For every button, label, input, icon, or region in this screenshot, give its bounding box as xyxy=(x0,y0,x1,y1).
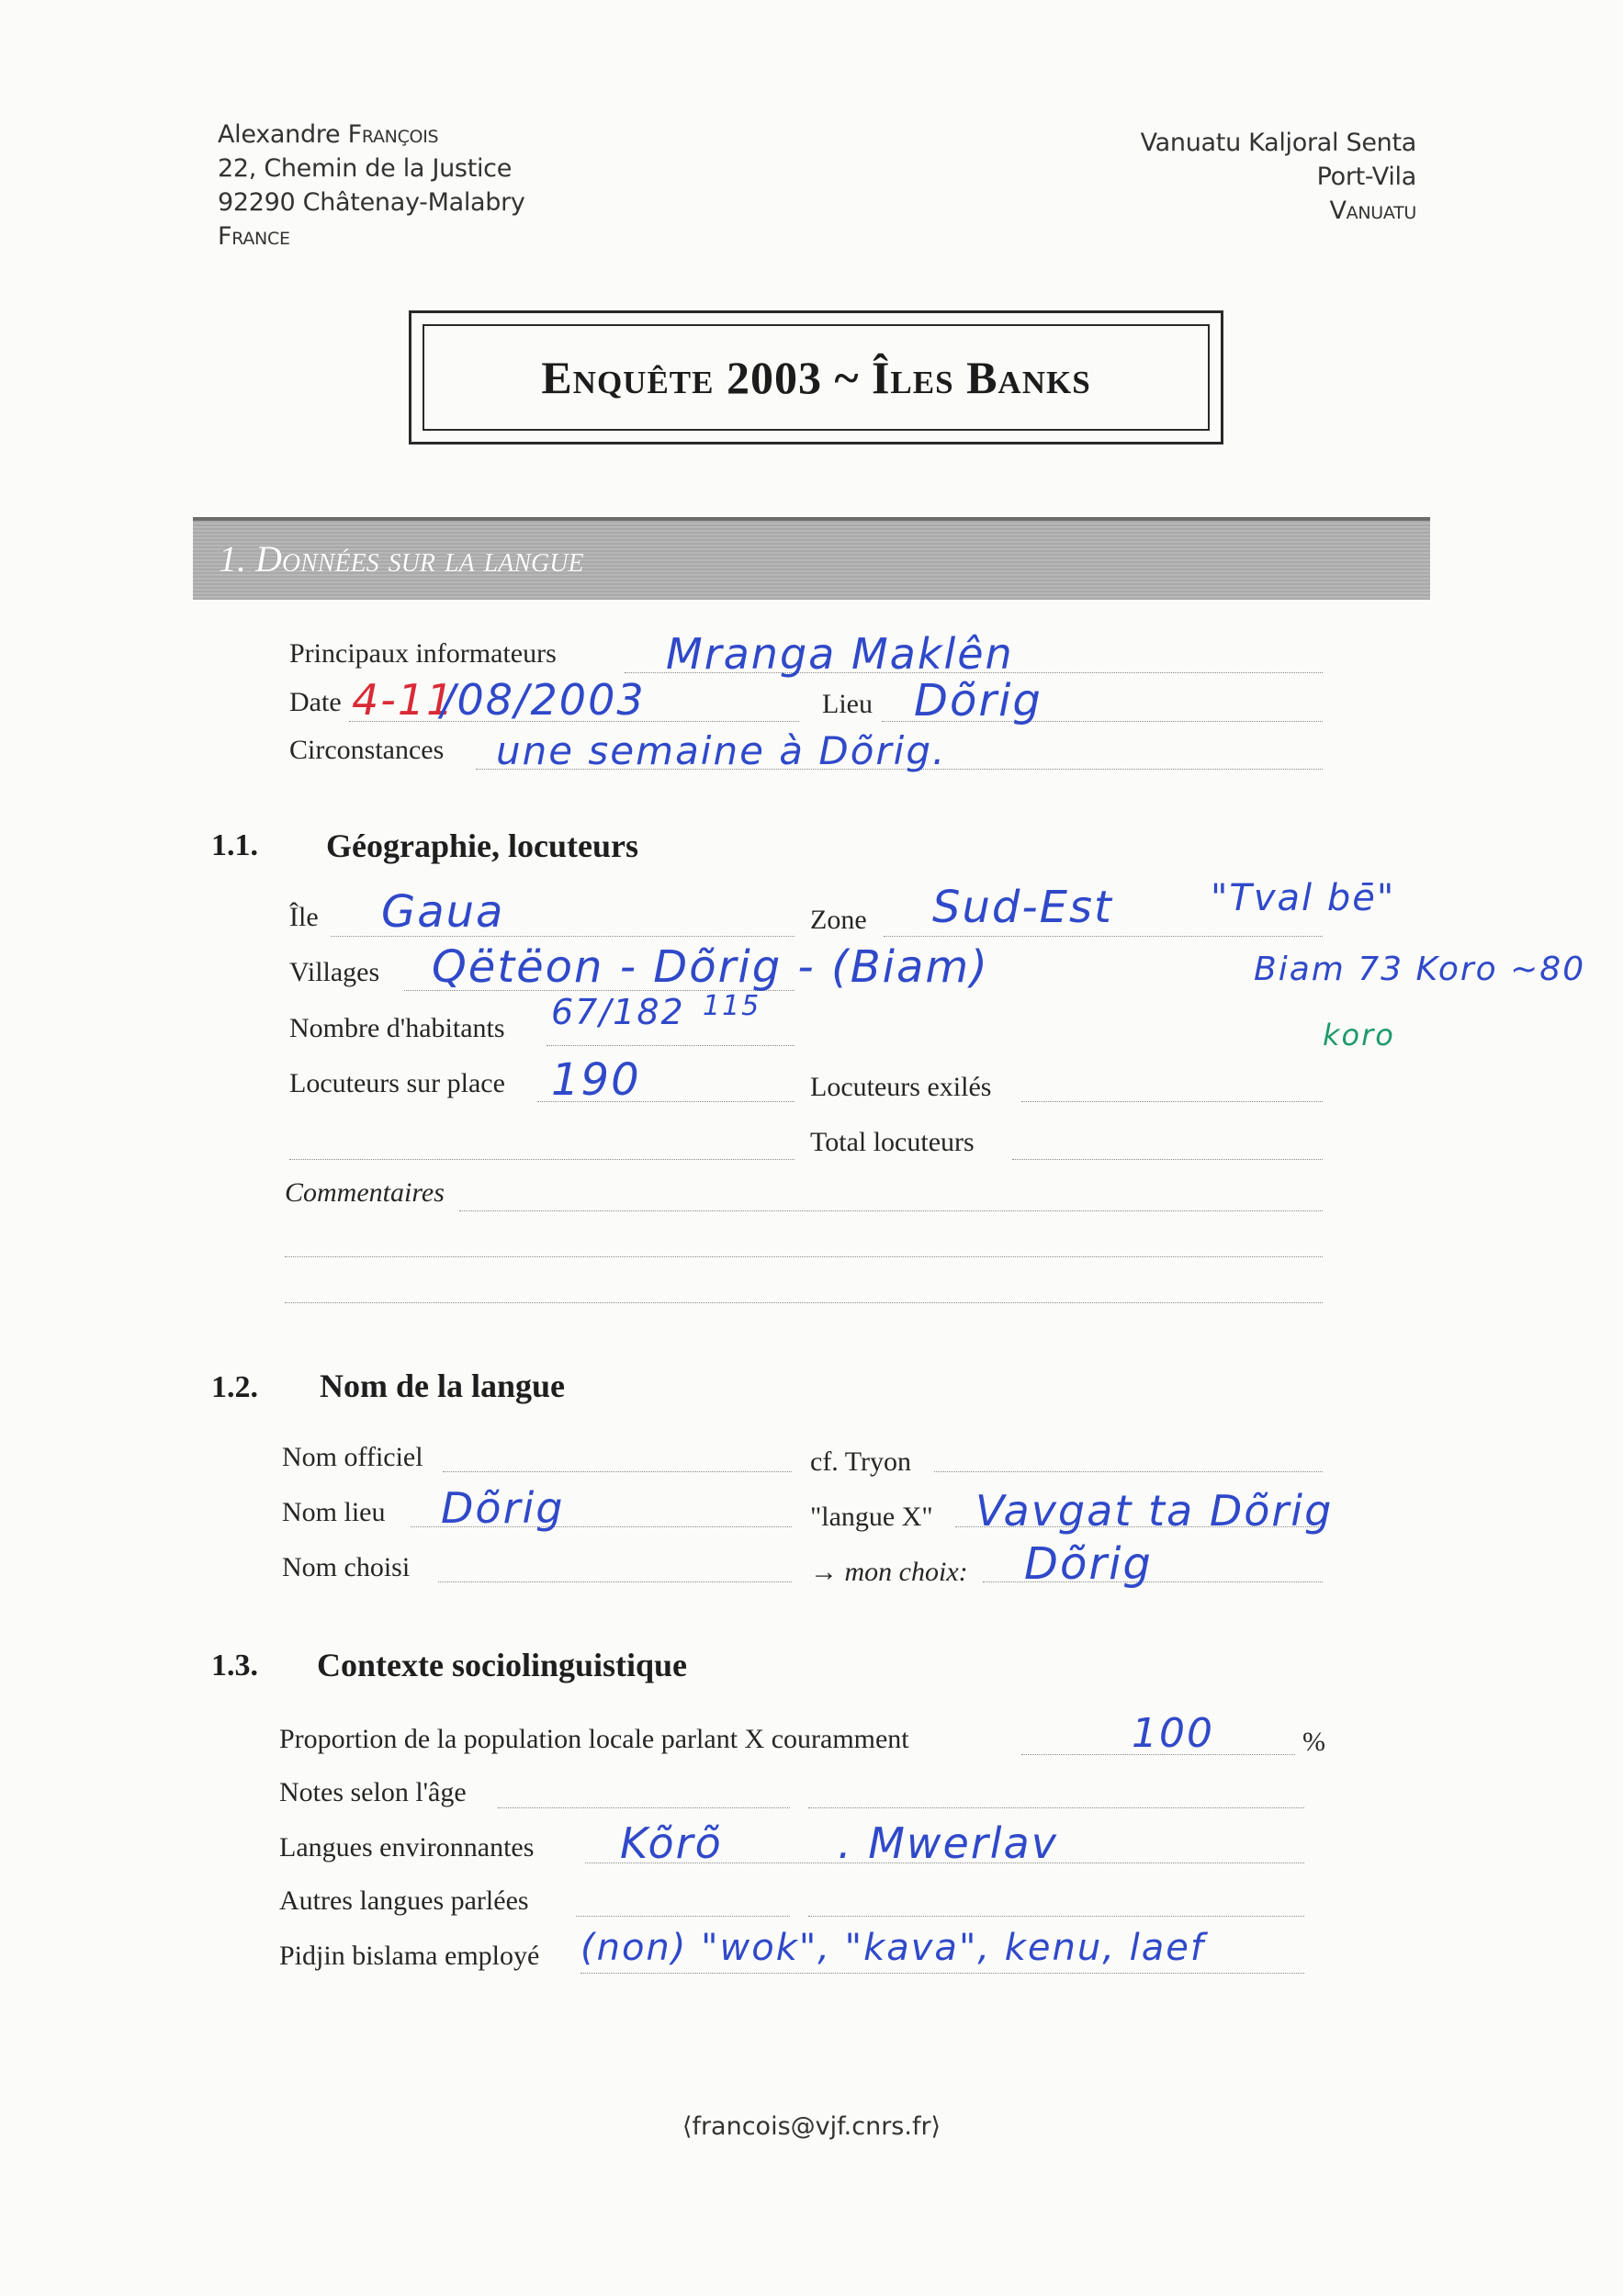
inhabitants-label: Nombre d'habitants xyxy=(289,1013,505,1043)
language-x-handwritten: Vavgat ta Dõrig xyxy=(975,1486,1334,1536)
comments-line-3 xyxy=(285,1302,1323,1303)
recipient-name: Vanuatu Kaljoral Senta xyxy=(1140,129,1416,157)
speakers-here-handwritten: 190 xyxy=(551,1054,641,1106)
env-language-2-handwritten: . Mwerlav xyxy=(838,1818,1058,1868)
blank-line-1 xyxy=(289,1159,795,1160)
official-name-line xyxy=(443,1471,792,1472)
date-handwritten-month-year: /08/2003 xyxy=(441,675,646,725)
inhabitants-handwritten-2: 115 xyxy=(703,990,761,1022)
env-language-1-handwritten: Kõrõ xyxy=(620,1818,723,1868)
language-x-label: "langue X" xyxy=(810,1502,933,1532)
zone-label: Zone xyxy=(810,905,867,935)
sender-name-line: Alexandre François xyxy=(218,120,439,149)
zone-handwritten: Sud-Est xyxy=(932,882,1113,933)
total-speakers-label: Total locuteurs xyxy=(810,1127,975,1157)
inhabitants-line xyxy=(547,1045,795,1046)
bislama-label: Pidjin bislama employé xyxy=(279,1941,540,1971)
local-name-handwritten: Dõrig xyxy=(441,1483,565,1533)
section-1-bar xyxy=(193,517,1430,600)
place-handwritten: Dõrig xyxy=(914,675,1043,726)
date-label: Date xyxy=(289,687,342,717)
villages-handwritten: Qëtëon - Dõrig - (Biam) xyxy=(432,941,989,993)
chosen-name-label: Nom choisi xyxy=(282,1552,411,1582)
tryon-label: cf. Tryon xyxy=(810,1446,912,1477)
recipient-city: Port-Vila xyxy=(1316,163,1416,191)
sender-street: 22, Chemin de la Justice xyxy=(218,154,513,183)
my-choice-label: → mon choix: xyxy=(810,1557,968,1587)
bislama-handwritten: (non) "wok", "kava", kenu, laef xyxy=(580,1927,1205,1969)
villages-note-green: koro xyxy=(1323,1018,1395,1052)
speakers-exiled-line xyxy=(1021,1101,1323,1102)
percent-sign: % xyxy=(1302,1727,1325,1757)
age-notes-line-2 xyxy=(808,1807,1304,1808)
speakers-exiled-label: Locuteurs exilés xyxy=(810,1072,992,1102)
sender-city: 92290 Châtenay-Malabry xyxy=(218,188,525,217)
survey-title-box xyxy=(409,310,1223,445)
section-1-title: 1. Données sur la langue xyxy=(219,538,584,580)
villages-label: Villages xyxy=(289,957,380,987)
place-label: Lieu xyxy=(822,689,873,719)
bislama-line xyxy=(580,1973,1304,1974)
section-1-1-number: 1.1. xyxy=(211,828,258,862)
local-name-label: Nom lieu xyxy=(282,1497,386,1527)
recipient-address xyxy=(1141,126,1416,228)
informants-label: Principaux informateurs xyxy=(289,638,557,669)
survey-title: Enquête 2003 ~ Îles Banks xyxy=(423,324,1210,431)
recipient-country: Vanuatu xyxy=(1329,197,1416,225)
official-name-label: Nom officiel xyxy=(282,1442,423,1472)
footer-email: ⟨francois@vjf.cnrs.fr⟩ xyxy=(682,2112,941,2141)
circumstances-handwritten: une semaine à Dõrig. xyxy=(496,728,947,773)
age-notes-line xyxy=(498,1807,790,1808)
section-1-1-title: Géographie, locuteurs xyxy=(326,827,638,864)
island-handwritten: Gaua xyxy=(381,886,505,938)
island-label: Île xyxy=(289,902,319,932)
age-notes-label: Notes selon l'âge xyxy=(279,1777,467,1807)
sender-country: France xyxy=(218,222,290,251)
villages-note-handwritten: Biam 73 Koro ~80 xyxy=(1254,951,1586,988)
proportion-label: Proportion de la population locale parlant X couramment xyxy=(279,1724,909,1754)
section-1-3-number: 1.3. xyxy=(211,1649,258,1683)
section-1-3-title: Contexte sociolinguistique xyxy=(317,1647,688,1683)
other-languages-line-2 xyxy=(808,1916,1304,1917)
circumstances-label: Circonstances xyxy=(289,735,445,765)
comments-line-2 xyxy=(285,1256,1323,1257)
env-languages-label: Langues environnantes xyxy=(279,1832,535,1863)
comments-line-1 xyxy=(459,1210,1323,1211)
section-1-2-number: 1.2. xyxy=(211,1370,258,1404)
tryon-line xyxy=(934,1471,1323,1472)
other-languages-label: Autres langues parlées xyxy=(279,1885,529,1916)
other-languages-line xyxy=(576,1916,790,1917)
my-choice-handwritten: Dõrig xyxy=(1024,1538,1153,1590)
date-handwritten-days: 4-11 xyxy=(352,675,456,725)
section-1-2-title: Nom de la langue xyxy=(320,1367,566,1404)
inhabitants-handwritten: 67/182 xyxy=(551,992,685,1032)
informants-handwritten: Mranga Maklên xyxy=(666,629,1014,679)
total-speakers-line xyxy=(1012,1159,1323,1160)
zone-line xyxy=(884,936,1323,937)
zone-note-handwritten: "Tval bē" xyxy=(1211,877,1396,919)
sender-address xyxy=(218,118,525,253)
comments-label: Commentaires xyxy=(285,1177,445,1208)
chosen-name-line xyxy=(438,1581,792,1582)
speakers-here-label: Locuteurs sur place xyxy=(289,1068,505,1098)
proportion-handwritten: 100 xyxy=(1132,1710,1214,1757)
